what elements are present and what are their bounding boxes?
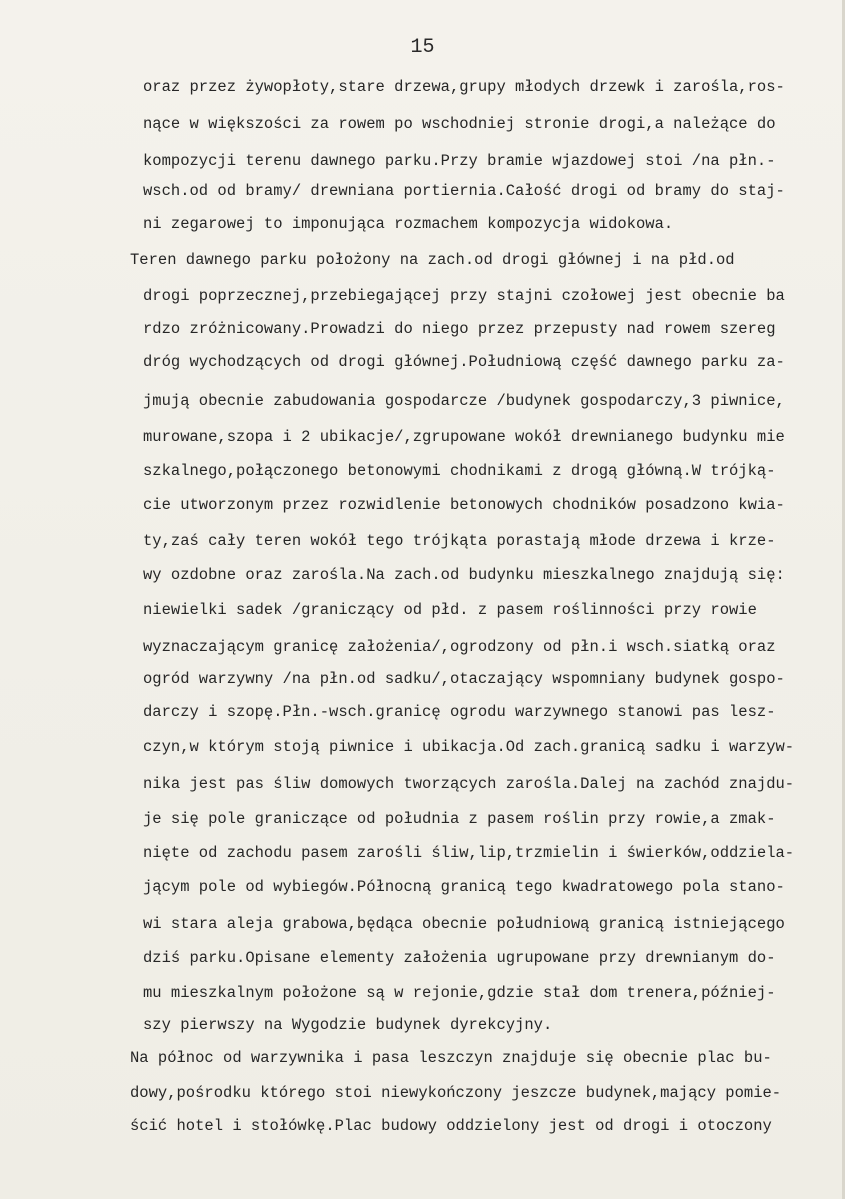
text-line: murowane,szopa i 2 ubikacje/,zgrupowane wokół drewnianego budynku mie xyxy=(143,428,785,446)
text-line: mu mieszkalnym położone są w rejonie,gdzie stał dom trenera,później- xyxy=(143,984,776,1002)
text-line: wi stara aleja grabowa,będąca obecnie południową granicą istniejącego xyxy=(143,915,785,933)
text-line: nące w większości za rowem po wschodniej stronie drogi,a należące do xyxy=(143,115,776,133)
text-line: wsch.od od bramy/ drewniana portiernia.Całość drogi od bramy do staj- xyxy=(143,182,785,200)
text-line: rdzo zróżnicowany.Prowadzi do niego przez przepusty nad rowem szereg xyxy=(143,320,776,338)
text-line: ty,zaś cały teren wokół tego trójkąta porastają młode drzewa i krze- xyxy=(143,532,776,550)
text-line: jmują obecnie zabudowania gospodarcze /budynek gospodarczy,3 piwnice, xyxy=(143,392,785,410)
text-line: Na północ od warzywnika i pasa leszczyn znajduje się obecnie plac bu- xyxy=(130,1049,772,1067)
text-line: niewielki sadek /graniczący od płd. z pasem roślinności przy rowie xyxy=(143,601,757,619)
text-line: ni zegarowej to imponująca rozmachem kompozycja widokowa. xyxy=(143,215,674,233)
text-line: oraz przez żywopłoty,stare drzewa,grupy młodych drzewk i zarośla,ros- xyxy=(143,78,785,96)
text-line: dowy,pośrodku którego stoi niewykończony jeszcze budynek,mający pomie- xyxy=(130,1084,782,1102)
text-line: czyn,w którym stoją piwnice i ubikacja.Od zach.granicą sadku i warzyw- xyxy=(143,738,795,756)
text-line: wy ozdobne oraz zarośla.Na zach.od budynku mieszkalnego znajdują się: xyxy=(143,566,785,584)
text-line: kompozycji terenu dawnego parku.Przy bramie wjazdowej stoi /na płn.- xyxy=(143,152,776,170)
page-number: 15 xyxy=(410,36,435,59)
text-line: dziś parku.Opisane elementy założenia ugrupowane przy drewnianym do- xyxy=(143,949,776,967)
text-line: je się pole graniczące od południa z pasem roślin przy rowie,a zmak- xyxy=(143,810,776,828)
text-line: dróg wychodzących od drogi głównej.Południową część dawnego parku za- xyxy=(143,353,785,371)
text-line: szkalnego,połączonego betonowymi chodnikami z drogą główną.W trójką- xyxy=(143,462,776,480)
text-line: ścić hotel i stołówkę.Plac budowy oddzielony jest od drogi i otoczony xyxy=(130,1117,772,1135)
text-line: cie utworzonym przez rozwidlenie betonowych chodników posadzono kwia- xyxy=(143,496,785,514)
text-line: drogi poprzecznej,przebiegającej przy stajni czołowej jest obecnie ba xyxy=(143,287,785,305)
text-line: szy pierwszy na Wygodzie budynek dyrekcyjny. xyxy=(143,1016,553,1034)
text-line: jącym pole od wybiegów.Północną granicą tego kwadratowego pola stano- xyxy=(143,878,785,896)
text-line: nięte od zachodu pasem zarośli śliw,lip,trzmielin i świerków,oddziela- xyxy=(143,844,795,862)
text-line: wyznaczającym granicę założenia/,ogrodzony od płn.i wsch.siatką oraz xyxy=(143,638,776,656)
text-line: darczy i szopę.Płn.-wsch.granicę ogrodu warzywnego stanowi pas lesz- xyxy=(143,703,776,721)
text-line: ogród warzywny /na płn.od sadku/,otaczający wspomniany budynek gospo- xyxy=(143,670,785,688)
text-line: Teren dawnego parku położony na zach.od drogi głównej i na płd.od xyxy=(130,251,735,269)
text-line: nika jest pas śliw domowych tworzących zarośla.Dalej na zachód znajdu- xyxy=(143,775,795,793)
